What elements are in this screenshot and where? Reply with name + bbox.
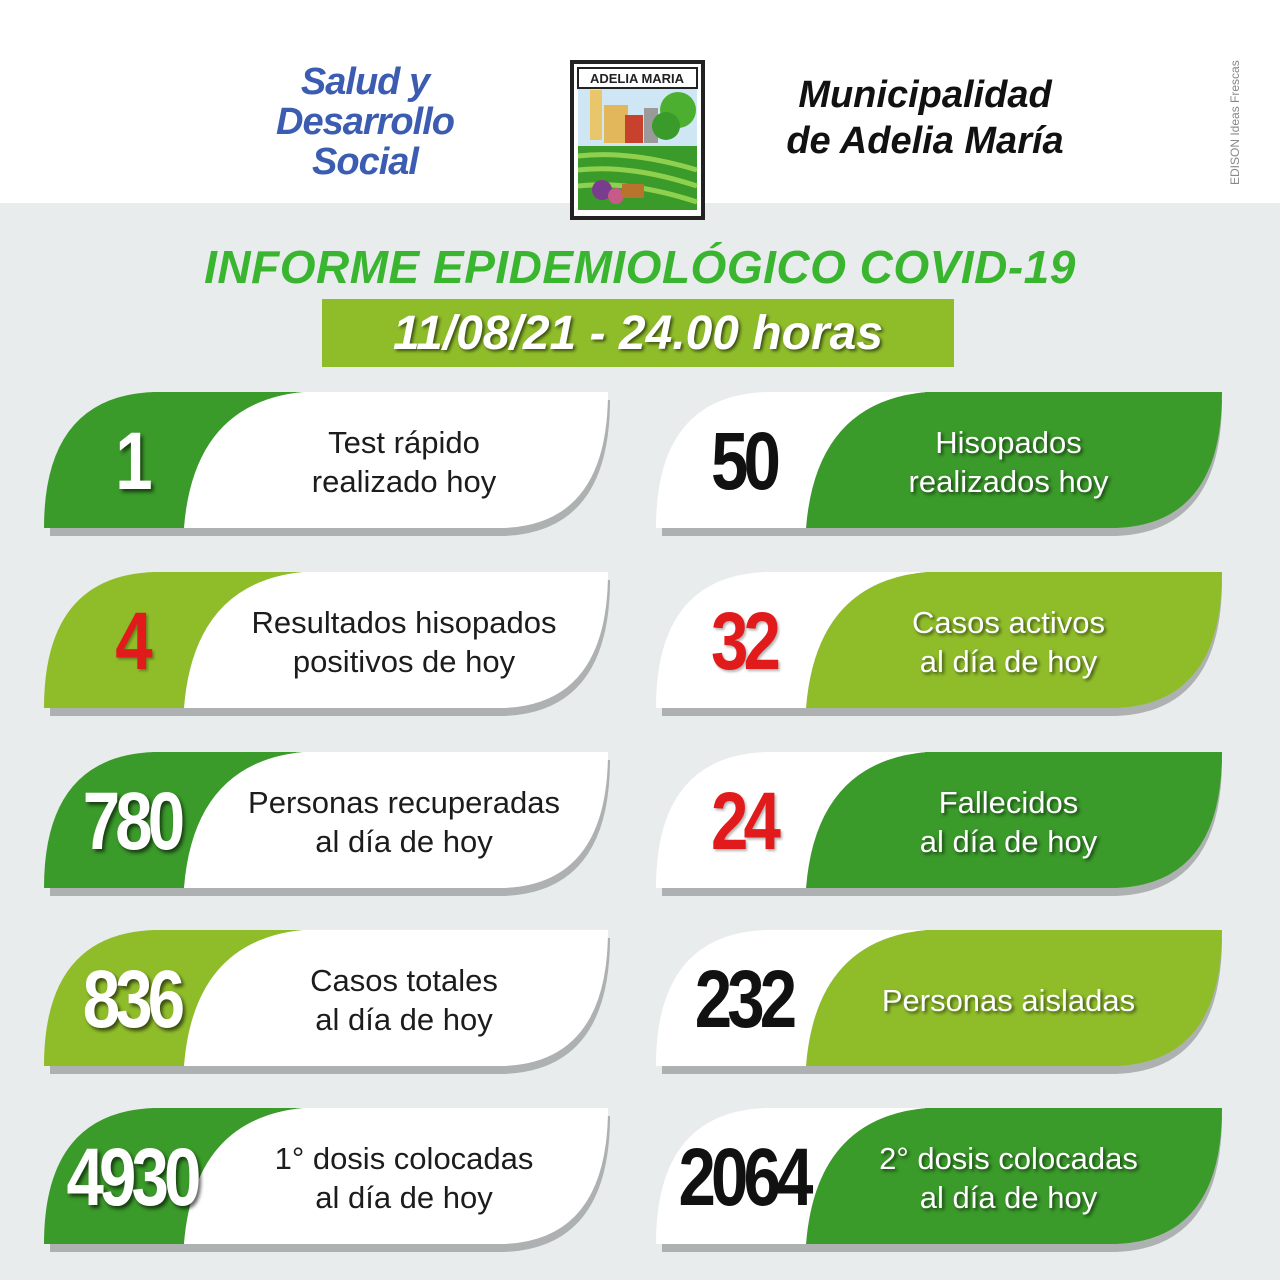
stat-value: 50 [711, 416, 776, 507]
stat-value: 1 [115, 416, 148, 507]
stat-card-recovered [44, 752, 614, 892]
stat-value: 24 [711, 776, 776, 867]
report-date: 11/08/21 - 24.00 horas [392, 307, 884, 360]
stat-label: Hisopados realizados hoy [908, 425, 1109, 499]
designer-credit: EDISON Ideas Frescas [1228, 60, 1242, 185]
stat-value: 2064 [678, 1132, 809, 1223]
stat-label: Resultados hisopados positivos de hoy [251, 605, 557, 679]
stat-card-swabs [656, 392, 1226, 532]
stat-label: 1° dosis colocadas al día de hoy [274, 1141, 534, 1215]
stat-label: Casos totales al día de hoy [310, 963, 498, 1037]
stat-card-rapid-tests [44, 392, 614, 532]
stat-label: Personas aisladas [881, 982, 1136, 1018]
stat-card-total-cases [44, 930, 614, 1070]
stat-label: Personas recuperadas al día de hoy [248, 785, 560, 859]
stat-label: 2° dosis colocadas al día de hoy [879, 1141, 1138, 1215]
stat-value: 4 [115, 596, 148, 687]
stat-card-positive-results [44, 572, 614, 712]
stat-value: 4930 [66, 1132, 197, 1223]
stat-label: Test rápido realizado hoy [311, 425, 497, 499]
stat-label: Casos activos al día de hoy [912, 605, 1105, 679]
stat-card-active-cases [656, 572, 1226, 712]
report-title: INFORME EPIDEMIOLÓGICO COVID-19 [204, 241, 1076, 293]
stat-card-deaths [656, 752, 1226, 892]
stat-value: 32 [711, 596, 776, 687]
stat-value: 232 [694, 954, 793, 1045]
stat-value: 780 [82, 776, 181, 867]
stat-card-first-dose [44, 1108, 614, 1248]
salud-desarrollo-logo: Salud y Desarrollo Social [276, 61, 454, 183]
adelia-maria-crest [570, 60, 705, 220]
stat-card-isolated [656, 930, 1226, 1070]
stat-value: 836 [82, 954, 181, 1045]
stat-label: Fallecidos al día de hoy [919, 785, 1098, 859]
municipalidad-title: Municipalidad de Adelia María [786, 74, 1064, 162]
crest-text: ADELIA MARIA [589, 71, 685, 86]
stat-card-second-dose [656, 1108, 1226, 1248]
